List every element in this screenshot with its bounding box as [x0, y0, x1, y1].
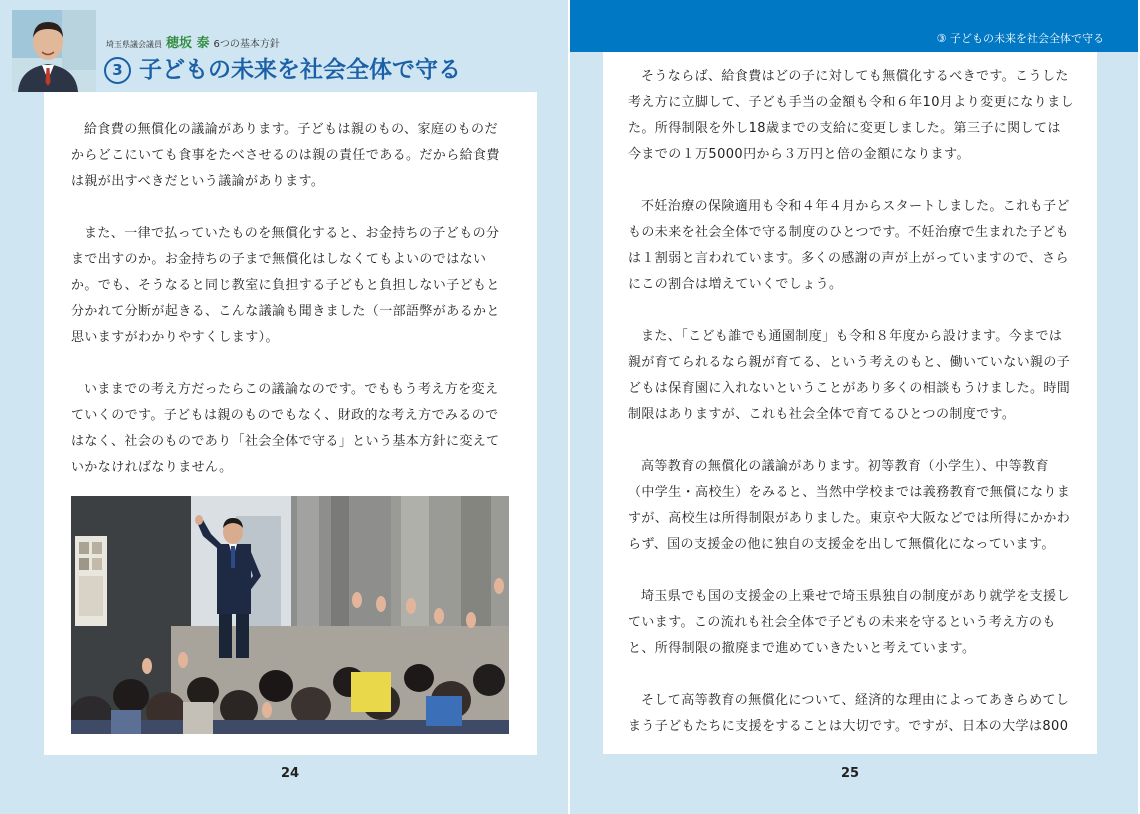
page-number: 24	[280, 766, 300, 781]
author-portrait	[12, 10, 96, 92]
policy-label: 6つの基本方針	[213, 39, 280, 50]
section-header-label: ③ 子どもの未来を社会全体で守る	[936, 32, 1104, 45]
author-role: 埼玉県議会議員	[106, 40, 162, 49]
header-meta	[106, 37, 280, 52]
paragraph: そして高等教育の無償化について、経済的な理由によってあきらめてしまう子どもたちに支援をすることは大切です。ですが、日本の大学は800	[628, 693, 1070, 734]
left-body-text	[71, 117, 511, 507]
page-title	[104, 56, 461, 84]
section-number-badge: 3	[104, 57, 131, 84]
paragraph: 不妊治療の保険適用も令和４年４月からスタートしました。これも子どもの未来を社会全体で守る制度のひとつです。不妊治療で生まれた子どもは１割弱と言われています。多くの感謝の声が上がっていますので、さらにこの割合は増えていくでしょう。	[628, 199, 1070, 292]
paragraph: 高等教育の無償化の議論があります。初等教育（小学生）、中等教育（中学生・高校生）をみると、当然中学校までは義務教育で無償になりますが、高校生は所得制限がありました。東京や大阪などでは所得にかかわらず、国の支援金の他に独自の支援金を出して無償化になっています。	[628, 459, 1071, 552]
right-body-text	[628, 64, 1074, 766]
section-title: 子どもの未来を社会全体で守る	[139, 57, 461, 83]
left-page	[0, 0, 568, 814]
paragraph: また、一律で払っていたものを無償化すると、お金持ちの子どもの分まで出すのか。お金持ちの子まで無償化はしなくてもよいのではないか。でも、そうなると同じ教室に負担する子どもと負担しない子どもと分かれて分断が起きる、こんな議論も聞きました（一部語弊があるかと思いますがわかりやすくします）。	[71, 226, 500, 345]
paragraph: また、「こども誰でも通園制度」も令和８年度から設けます。今までは親が育てられるなら親が育てる、という考えのもと、働いていない親の子どもは保育園に入れないということがあり多くの相談もうけました。時間制限はありますが、これも社会全体で育てるひとつの制度です。	[628, 329, 1071, 422]
paragraph: そうならば、給食費はどの子に対しても無償化するべきです。こうした考え方に立脚して、子ども手当の金額も令和６年10月より変更になりました。所得制限を外し18歳までの支給に変更しました。第三子に関しては今までの１万5000円から３万円と倍の金額になります。	[628, 69, 1074, 162]
page-number: 25	[840, 766, 860, 781]
photo-speaking-to-children	[71, 496, 509, 734]
left-content-box	[44, 92, 537, 755]
paragraph: いままでの考え方だったらこの議論なのです。でももう考え方を変えていくのです。子どもは親のものでもなく、財政的な考え方でみるのではなく、社会のものであり「社会全体で守る」という基本方針に変えていかなければなりません。	[71, 382, 500, 475]
header-bar	[570, 0, 1138, 52]
author-name: 穂坂 泰	[166, 36, 210, 51]
right-content-box	[603, 52, 1097, 754]
paragraph: 給食費の無償化の議論があります。子どもは親のもの、家庭のものだからどこにいても食事をたべさせるのは親の責任である。だから給食費は親が出すべきだという議論があります。	[71, 122, 500, 189]
paragraph: 埼玉県でも国の支援金の上乗せで埼玉県独自の制度があり就学を支援しています。この流れも社会全体で子どもの未来を守るという考え方のもと、所得制限の撤廃まで進めていきたいと考えています。	[628, 589, 1070, 656]
right-page	[570, 0, 1138, 814]
